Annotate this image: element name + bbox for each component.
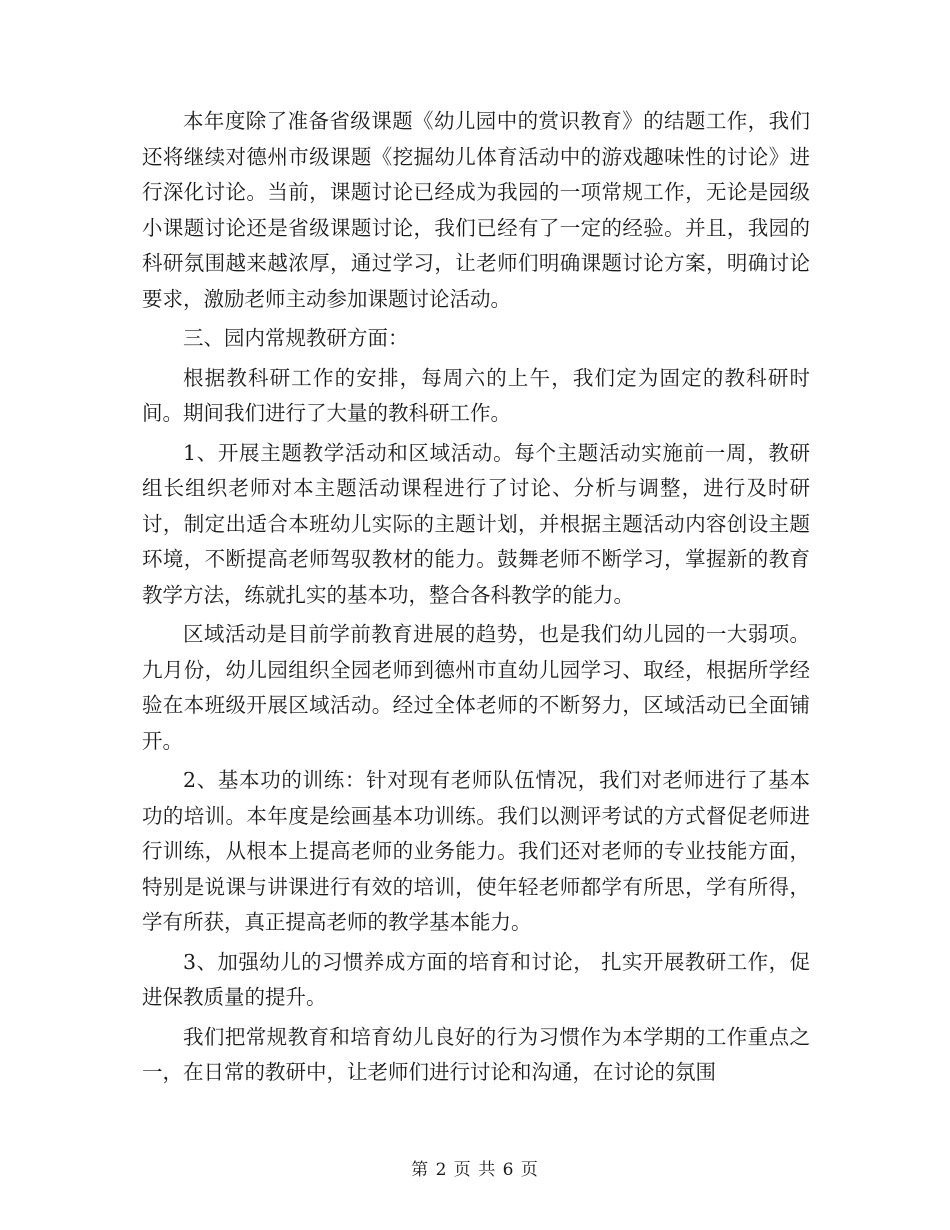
page-number-footer: 第 2 页 共 6 页 [411,1160,539,1180]
paragraph-4: 区域活动是目前学前教育进展的趋势，也是我们幼儿园的一大弱项。九月份，幼儿园组织全园老师到德州市直幼儿园学习、取经，根据所学经验在本班级开展区域活动。经过全体老师的不断努力，区域活动已全面铺开。 [142,622,810,753]
paragraph-1: 本年度除了准备省级课题《幼儿园中的赏识教育》的结题工作，我们还将继续对德州市级课题《挖掘幼儿体育活动中的游戏趣味性的讨论》进行深化讨论。当前，课题讨论已经成为我园的一项常规工作，无论是园级小课题讨论还是省级课题讨论，我们已经有了一定的经验。并且，我园的科研氛围越来越浓厚，通过学习，让老师们明确课题讨论方案，明确讨论要求，激励老师主动参加课题讨论活动。 [142,109,810,311]
paragraph-6: 3、加强幼儿的习惯养成方面的培育和讨论， 扎实开展教研工作，促进保教质量的提升。 [142,949,810,1009]
section-heading-3: 三、园内常规教研方面： [183,326,409,350]
paragraph-5: 2、基本功的训练：针对现有老师队伍情况，我们对老师进行了基本功的培训。本年度是绘画基本功训练。我们以测评考试的方式督促老师进行训练，从根本上提高老师的业务能力。我们还对老师的专业技能方面，特别是说课与讲课进行有效的培训，使年轻老师都学有所思，学有所得，学有所获，真正提高老师的教学基本能力。 [142,768,810,934]
paragraph-7: 我们把常规教育和培育幼儿良好的行为习惯作为本学期的工作重点之一，在日常的教研中，让老师们进行讨论和沟通，在讨论的氛围 [142,1024,810,1084]
paragraph-2: 根据教科研工作的安排，每周六的上午，我们定为固定的教科研时间。期间我们进行了大量的教科研工作。 [142,365,810,425]
paragraph-3: 1、开展主题教学活动和区域活动。每个主题活动实施前一周，教研组长组织老师对本主题活动课程进行了讨论、分析与调整，进行及时研讨，制定出适合本班幼儿实际的主题计划，并根据主题活动内容创设主题环境，不断提高老师驾驭教材的能力。鼓舞老师不断学习，掌握新的教育教学方法，练就扎实的基本功，整合各科教学的能力。 [142,440,810,607]
document-body [142,104,810,1091]
